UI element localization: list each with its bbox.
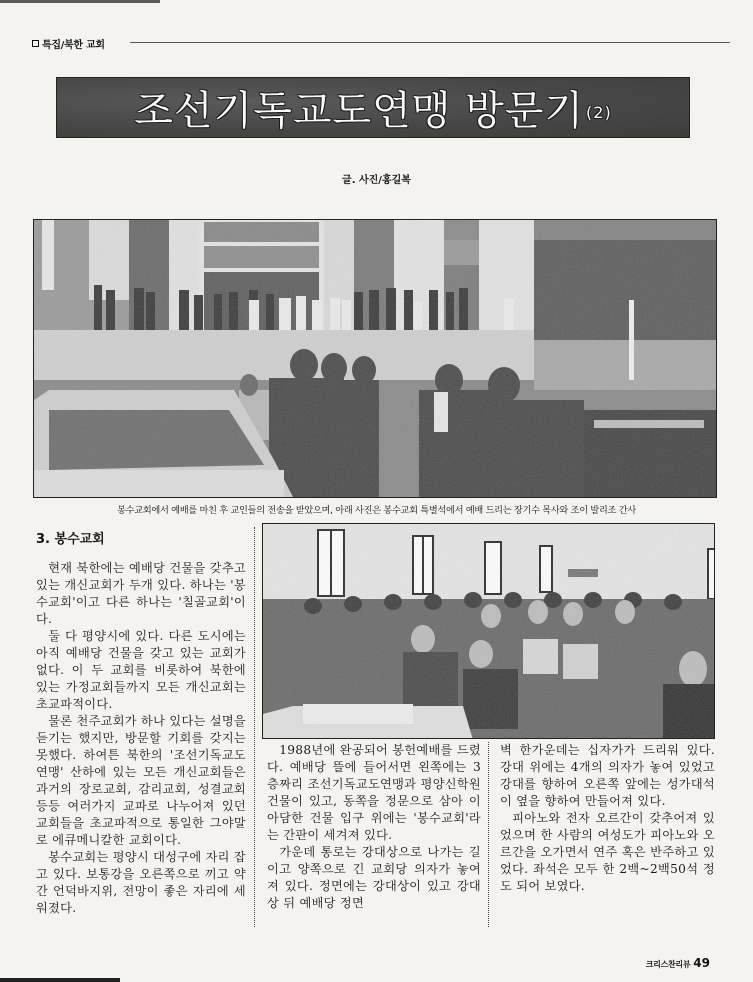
square-bullet-icon [32, 40, 39, 47]
paragraph: 피아노와 전자 오르간이 갖추어져 있었으며 한 사람의 여성도가 피아노와 오르간을 오가면서 연주 혹은 반주하고 있었다. 좌석은 모두 한 2백~2백50석 정도 되어 보였다. [500, 811, 715, 893]
magazine-name: 크리스찬리뷰 [645, 960, 691, 969]
scan-edge-shadow [0, 0, 160, 3]
photo-church-exterior [33, 219, 717, 498]
section-label [32, 36, 105, 51]
title-banner [56, 77, 690, 138]
article-column-1 [36, 560, 246, 917]
photo-caption: 봉수교회에서 예배를 마친 후 교인들의 전송을 받았으며, 아래 사진은 봉수교회 특별석에서 예배 드리는 장기수 목사와 조이 발리조 간사 [117, 505, 636, 516]
title-main: 조선기독교도연맹 방문기 [134, 88, 585, 134]
column-divider [254, 527, 255, 927]
article-column-2 [267, 742, 481, 912]
page-title [134, 79, 611, 136]
photo-image [34, 220, 717, 498]
paragraph: 1988년에 완공되어 봉헌예배를 드렸다. 예배당 뜰에 들어서면 왼쪽에는 3층짜리 조선기독교도연맹과 평양신학원 건물이 있고, 동쪽을 정문으로 삼아 이 아담한 건물 입구 위에는 '봉수교회'라는 간판이 세겨져 있다. [267, 743, 481, 842]
page-number: 49 [693, 956, 710, 970]
article-column-3 [500, 742, 715, 895]
paragraph: 물론 천주교회가 하나 있다는 설명을 듣기는 했지만, 방문할 기회를 갖지는 못했다. 하여튼 북한의 '조선기독교도연맹' 산하에 있는 모든 개신교회들은 과거의 장로교회, 감리교회, 성결교회 등등 여러가지 교파로 나누어져 있던 교회들을 초교파적으로 통일한 그야말로 에큐메니칼한 교회이다. [36, 714, 246, 847]
paragraph: 둘 다 평양시에 있다. 다른 도시에는 아직 예배당 건물을 갖고 있는 교회가 없다. 이 두 교회를 비롯하여 북한에 있는 가정교회들까지 모든 개신교회는 초교파적이다. [36, 629, 246, 711]
paragraph: 가운데 통로는 강대상으로 나가는 길이고 양쪽으로 긴 교회당 의자가 놓여져 있다. 정면에는 강대상이 있고 강대상 뒤 예배당 정면 [267, 845, 481, 910]
column-divider [488, 742, 489, 927]
section-rule [130, 42, 730, 43]
byline: 글. 사진/홍길복 [342, 175, 411, 186]
photo-church-interior [262, 523, 715, 739]
section-label-text: 특집/북한 교회 [42, 40, 105, 51]
paragraph: 현재 북한에는 예배당 건물을 갖추고 있는 개신교회가 두개 있다. 하나는 '봉수교회'이고 다른 하나는 '칠골교회'이다. [36, 561, 246, 626]
photo-image [263, 524, 715, 739]
title-part-number: (2) [586, 103, 612, 122]
page-footer [560, 952, 710, 971]
scan-edge-shadow [0, 978, 120, 982]
section-heading: 3. 봉수교회 [36, 532, 105, 547]
paragraph: 봉수교회는 평양시 대성구에 자리 잡고 있다. 보통강을 오른쪽으로 끼고 약간 언덕바지위, 전망이 좋은 자리에 세워졌다. [36, 850, 246, 915]
paragraph: 벽 한가운데는 십자가가 드리워 있다. 강대 위에는 4개의 의자가 놓여 있었고 강대를 향하여 오른쪽 앞에는 성가대석이 옆을 향하여 만들어져 있다. [500, 743, 715, 808]
